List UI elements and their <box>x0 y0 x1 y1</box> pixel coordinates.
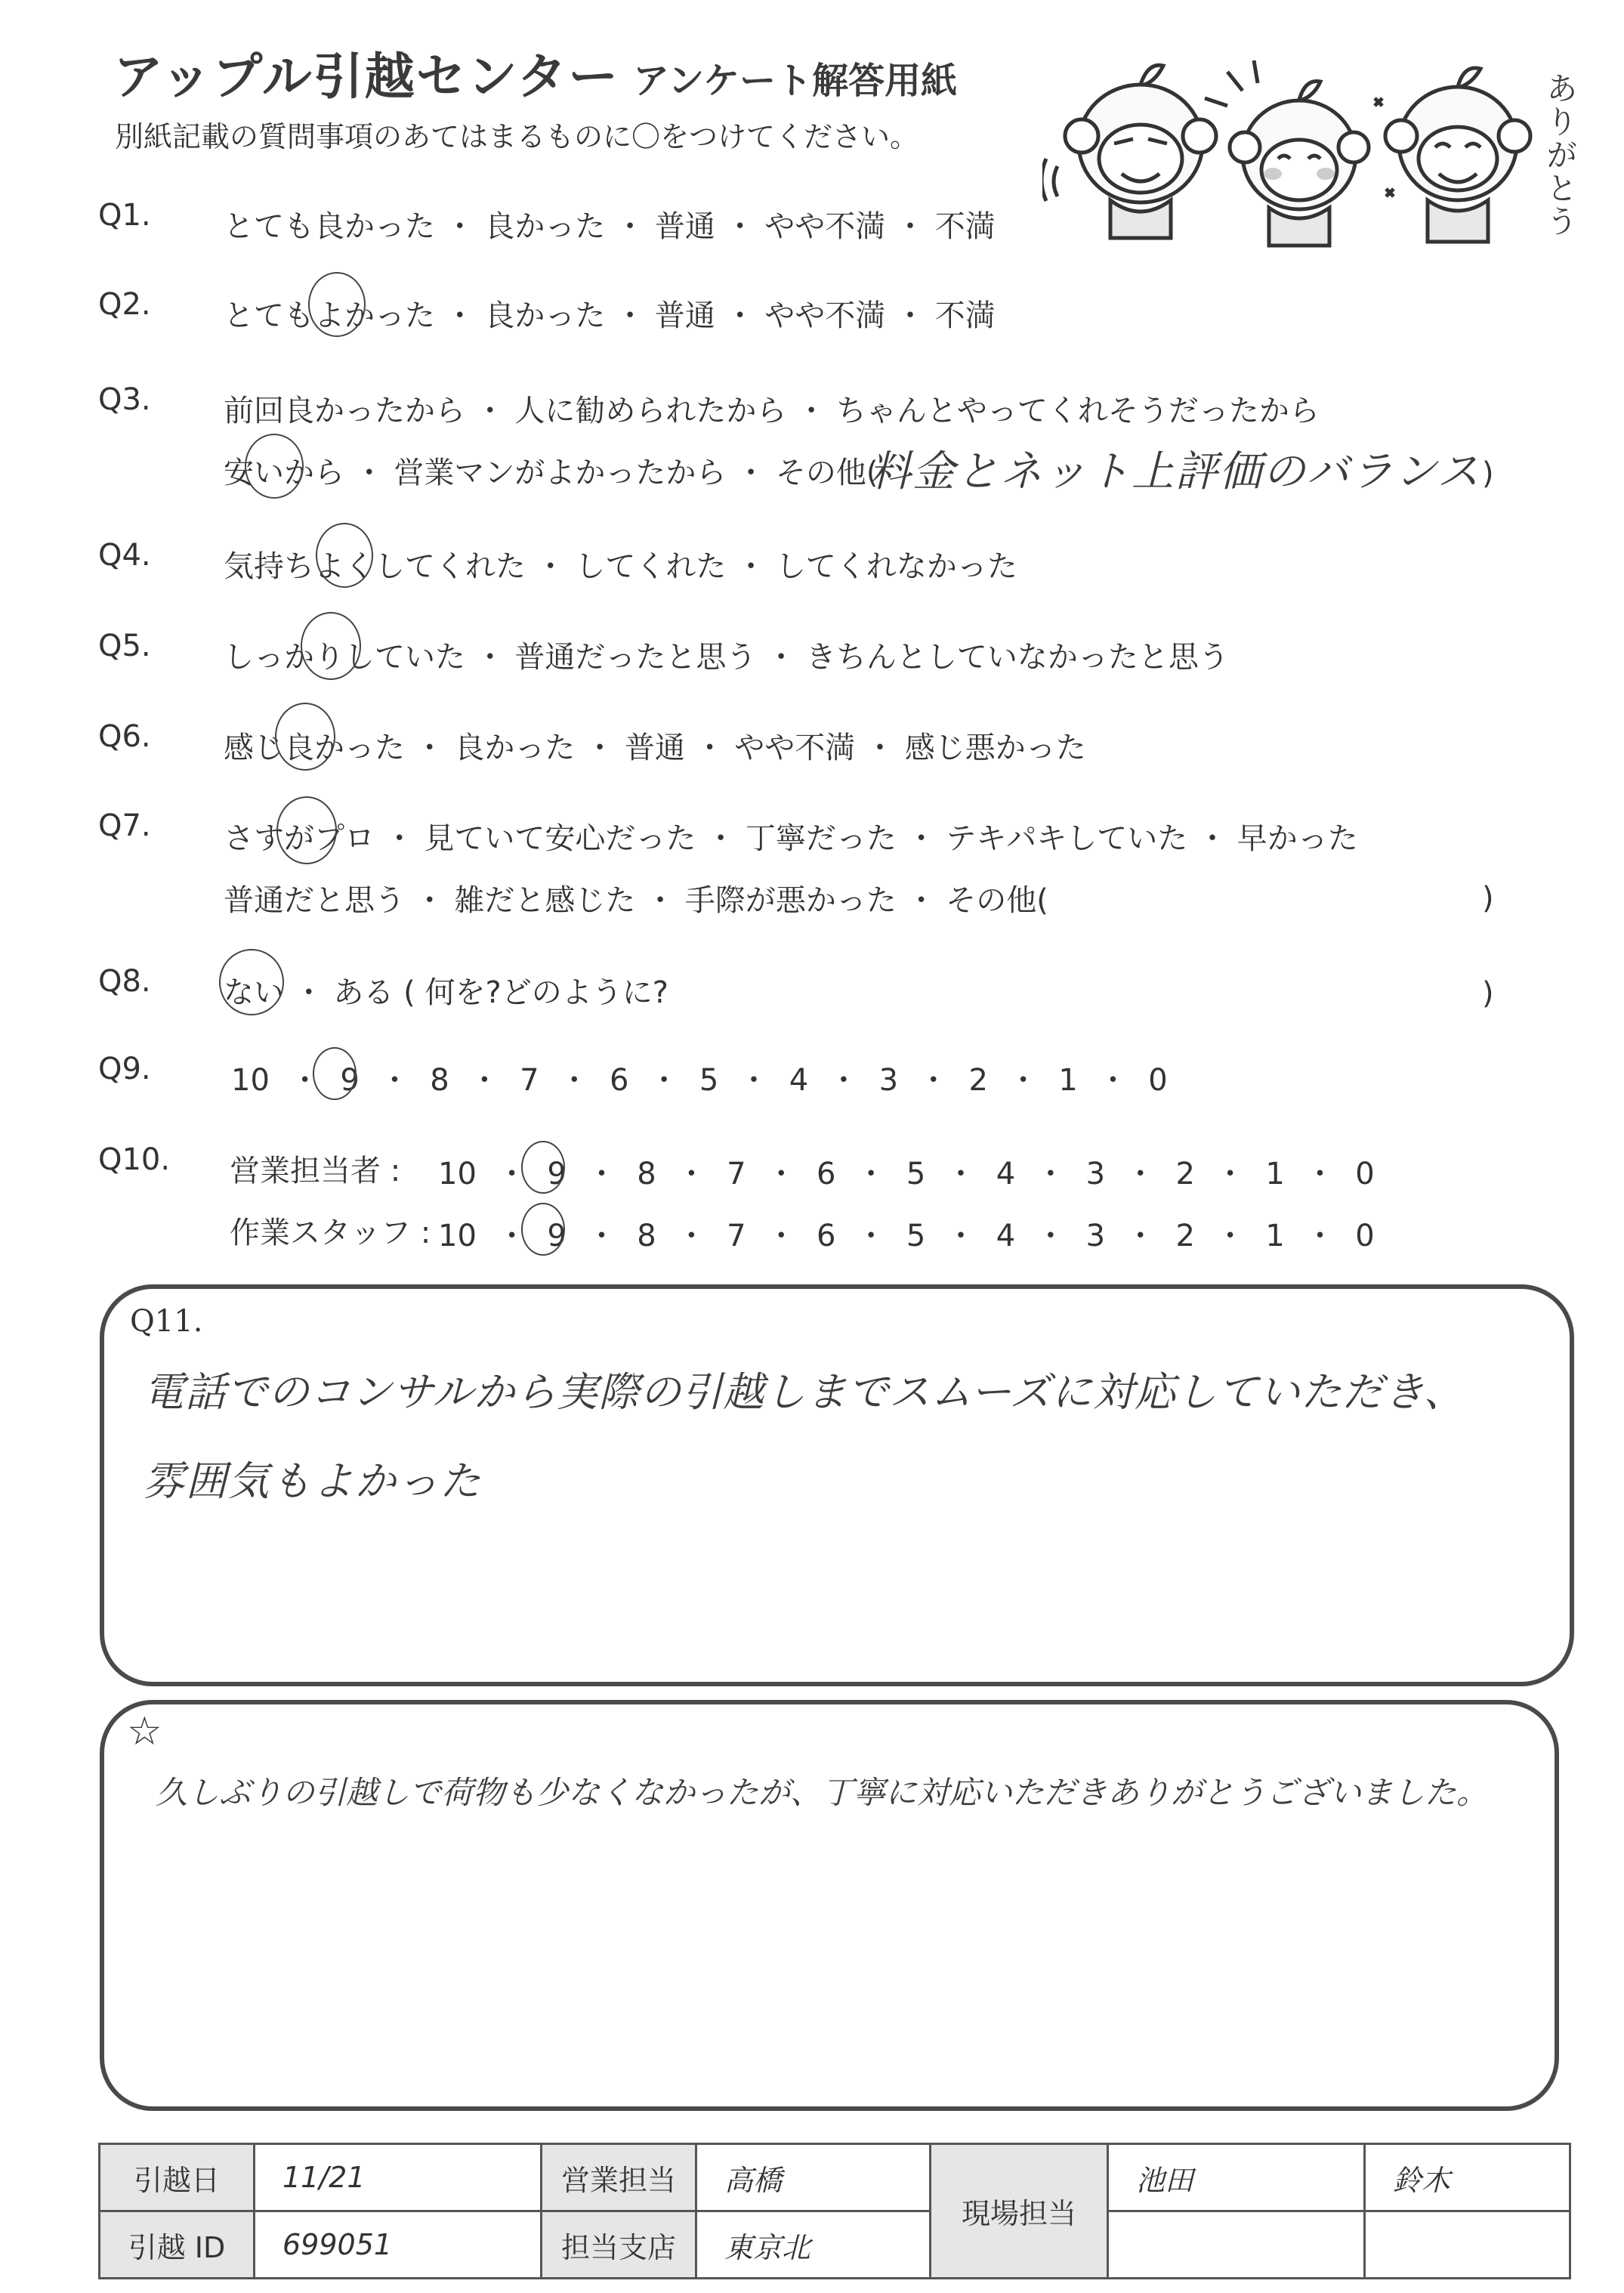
free-comment-text: 久しぶりの引越しで荷物も少なくなかったが、丁寧に対応いただきありがとうございました。 <box>156 1774 1489 1811</box>
q3-options-line2[interactable]: 安いから ・ 営業マンがよかったから ・ その他( <box>224 456 878 490</box>
q11-answer-line2: 雰囲気もよかった <box>144 1457 482 1505</box>
site-staff-1[interactable]: 池田 <box>1108 2144 1365 2211</box>
q4-options[interactable]: 気持ちよくしてくれた ・ してくれた ・ してくれなかった <box>224 549 1017 584</box>
answer-circle-mark <box>219 949 284 1015</box>
move-id-value[interactable]: 699051 <box>255 2211 542 2279</box>
q8-label: Q8. <box>98 964 151 999</box>
footer-info-table <box>98 2143 1571 2279</box>
star-icon: ☆ <box>127 1709 162 1754</box>
form-subtitle: アンケート解答用紙 <box>633 60 958 102</box>
site-staff-label: 現場担当 <box>931 2144 1108 2279</box>
move-date-label: 引越日 <box>100 2144 255 2211</box>
answer-circle-mark <box>275 703 335 771</box>
q9-scale[interactable]: 10 ・ 9 ・ 8 ・ 7 ・ 6 ・ 5 ・ 4 ・ 3 ・ 2 ・ 1 ・ 0 <box>231 1063 1168 1098</box>
answer-circle-mark <box>301 612 361 680</box>
q10-staff-scale[interactable]: 10 ・ 9 ・ 8 ・ 7 ・ 6 ・ 5 ・ 4 ・ 3 ・ 2 ・ 1 ・ 0 <box>438 1219 1375 1253</box>
q3-close-paren: ) <box>1482 456 1494 491</box>
q7-label: Q7. <box>98 808 151 843</box>
q10-label: Q10. <box>98 1142 171 1177</box>
site-staff-empty-2[interactable] <box>1365 2211 1570 2279</box>
answer-circle-mark <box>521 1141 565 1194</box>
q3-label: Q3. <box>98 382 151 417</box>
sales-rep-label: 営業担当 <box>542 2144 696 2211</box>
monkey-icon <box>1042 65 1216 238</box>
q8-options[interactable]: ない ・ ある ( 何を?どのように? <box>224 975 668 1010</box>
q7-options-line1[interactable]: さすがプロ ・ 見ていて安心だった ・ 丁寧だった ・ テキパキしていた ・ 早かった <box>224 821 1358 856</box>
q11-answer-line1: 電話でのコンサルから実際の引越しまでスムーズに対応していただき、 <box>144 1368 1465 1416</box>
answer-circle-mark <box>521 1203 565 1256</box>
q3-options-line1[interactable]: 前回良かったから ・ 人に勧められたから ・ ちゃんとやってくれそうだったから <box>224 394 1320 428</box>
q6-label: Q6. <box>98 719 151 754</box>
mascot-illustration <box>1042 53 1571 257</box>
q6-options[interactable]: 感じ良かった ・ 良かった ・ 普通 ・ やや不満 ・ 感じ悪かった <box>224 731 1086 765</box>
monkey-icon <box>1375 68 1530 242</box>
branch-label: 担当支店 <box>542 2211 696 2279</box>
sales-rep-value[interactable]: 高橋 <box>696 2144 931 2211</box>
site-staff-empty-1[interactable] <box>1108 2211 1365 2279</box>
answer-circle-mark <box>316 523 373 588</box>
answer-circle-mark <box>313 1047 357 1100</box>
q1-options[interactable]: とても良かった ・ 良かった ・ 普通 ・ やや不満 ・ 不満 <box>224 209 996 244</box>
q2-options[interactable]: とてもよかった ・ 良かった ・ 普通 ・ やや不満 ・ 不満 <box>224 298 996 333</box>
company-title: アップル引越センター <box>113 48 620 106</box>
q10-sales-scale[interactable]: 10 ・ 9 ・ 8 ・ 7 ・ 6 ・ 5 ・ 4 ・ 3 ・ 2 ・ 1 ・ 0 <box>438 1157 1375 1191</box>
q7-options-line2[interactable]: 普通だと思う ・ 雑だと感じた ・ 手際が悪かった ・ その他( <box>224 883 1048 918</box>
q9-label: Q9. <box>98 1052 151 1086</box>
instruction-text: 別紙記載の質問事項のあてはまるものに〇をつけてください。 <box>115 120 919 153</box>
move-id-label: 引越 ID <box>100 2211 255 2279</box>
q10-sales-label: 営業担当者 : <box>230 1154 401 1188</box>
answer-circle-mark <box>276 796 337 864</box>
q7-close-paren: ) <box>1482 881 1494 916</box>
mascot-thanks-text: ありがとう <box>1542 72 1579 238</box>
q1-label: Q1. <box>98 198 151 233</box>
monkey-icon <box>1205 60 1369 246</box>
q4-label: Q4. <box>98 538 151 573</box>
answer-circle-mark <box>245 434 304 499</box>
q10-staff-label: 作業スタッフ : <box>230 1216 431 1250</box>
site-staff-2[interactable]: 鈴木 <box>1365 2144 1570 2211</box>
free-comment-box[interactable] <box>100 1700 1559 2111</box>
move-date-value[interactable]: 11/21 <box>255 2144 542 2211</box>
branch-value[interactable]: 東京北 <box>696 2211 931 2279</box>
q8-close-paren: ) <box>1482 976 1494 1011</box>
q2-label: Q2. <box>98 287 151 322</box>
q5-label: Q5. <box>98 629 151 663</box>
q11-label: Q11. <box>130 1304 203 1339</box>
answer-circle-mark <box>308 272 366 337</box>
q3-other-answer: 料金とネット上評価のバランス <box>869 447 1481 496</box>
q5-options[interactable]: しっかりしていた ・ 普通だったと思う ・ きちんとしていなかったと思う <box>224 640 1229 675</box>
